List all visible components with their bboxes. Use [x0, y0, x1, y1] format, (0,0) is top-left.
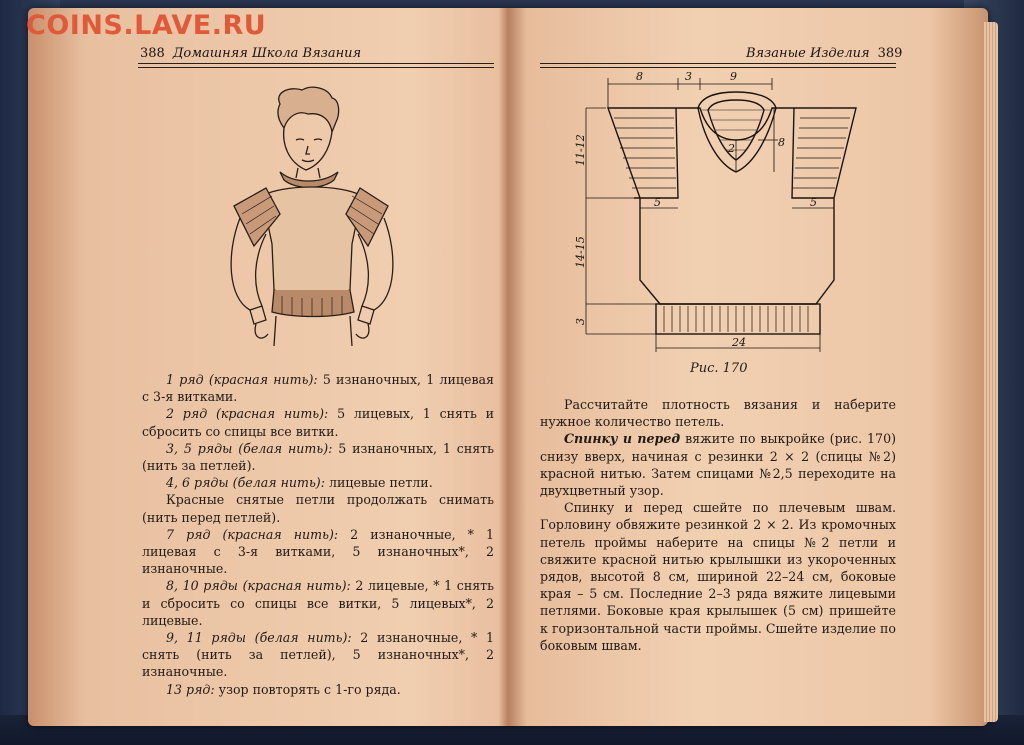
page-edges	[984, 22, 998, 722]
left-page-text	[142, 371, 494, 698]
dim-neck-depth: 8	[778, 136, 785, 149]
row-paragraph: 4, 6 ряды (белая нить): лицевые петли.	[166, 475, 433, 491]
watermark: COINS.LAVE.RU	[26, 10, 267, 41]
row-paragraph: 8, 10 ряды (красная нить): 2 лицевые, * 1 снять и сбросить со спицы все витки, 5 лицевых*, 2 лицевые.	[142, 578, 494, 628]
right-page-header-title: Вязаные Изделия	[746, 46, 870, 61]
dim-neck-rib: 2	[728, 142, 735, 155]
right-page-text	[540, 396, 896, 654]
dim-armhole-height: 11-12	[574, 134, 587, 166]
figure-caption: Рис. 170	[690, 361, 748, 376]
sweater-pattern-diagram	[574, 68, 868, 363]
dim-side-length: 14-15	[574, 236, 587, 268]
row-paragraph: 2 ряд (красная нить): 5 лицевых, 1 снять и сбросить со спицы все витки.	[142, 406, 494, 439]
right-page-number: 389	[877, 46, 903, 61]
row-paragraph: Красные снятые петли продолжать снимать (нить перед петлей).	[142, 492, 494, 525]
body-paragraph: Спинку и перед вяжите по выкройке (рис. 170) снизу вверх, начиная с резинки 2 × 2 (спицы №2) красной нитью. Затем спицами №2,5 переходите на двухцветный узор.	[540, 431, 896, 499]
row-paragraph: 1 ряд (красная нить): 5 изнаночных, 1 лицевая с 3-я витками.	[142, 372, 494, 405]
row-paragraph: 3, 5 ряды (белая нить): 5 изнаночных, 1 снять (нить за петлей).	[142, 440, 494, 474]
dim-wing-width-right: 5	[810, 196, 817, 209]
right-page-header	[746, 46, 910, 61]
dim-rib-height: 3	[574, 318, 587, 325]
left-page-header	[140, 46, 361, 61]
boy-vest-illustration	[222, 84, 422, 354]
left-page-header-title: Домашняя Школа Вязания	[172, 46, 362, 61]
dim-bottom-width: 24	[732, 336, 746, 349]
row-paragraph: 13 ряд: узор повторять с 1-го ряда.	[166, 681, 401, 697]
row-paragraph: 7 ряд (красная нить): 2 изнаночные, * 1 лицевая с 3-я витками, 5 изнаночных*, 2 изнаночные.	[142, 526, 494, 577]
dim-wing-width-left: 5	[654, 196, 661, 209]
left-header-rule	[138, 63, 494, 68]
body-paragraph: Рассчитайте плотность вязания и наберите нужное количество петель.	[540, 397, 896, 430]
dim-top-a: 8	[636, 70, 643, 83]
body-paragraph: Спинку и перед сшейте по плечевым швам. Горловину обвяжите резинкой 2 × 2. Из кромочных петель проймы наберите на спицы №2 петли и свяжите красной нитью крылышки из укороченных рядов, высотой 8 см, шириной 22–24 см, боковые края – 5 см. Последние 2–3 ряда вяжите лицевыми петлями. Боковые края крылышек (5 см) пришейте к горизонтальной части проймы. Сшейте изделие по боковым швам.	[540, 500, 896, 653]
left-page-number: 388	[140, 46, 165, 61]
row-paragraph: 9, 11 ряды (белая нить): 2 изнаночные, * 1 снять (нить за петлей), 5 изнаночных*, 2 изнаночные.	[142, 630, 494, 680]
dim-top-b: 3	[685, 70, 692, 83]
dim-top-c: 9	[730, 70, 737, 83]
